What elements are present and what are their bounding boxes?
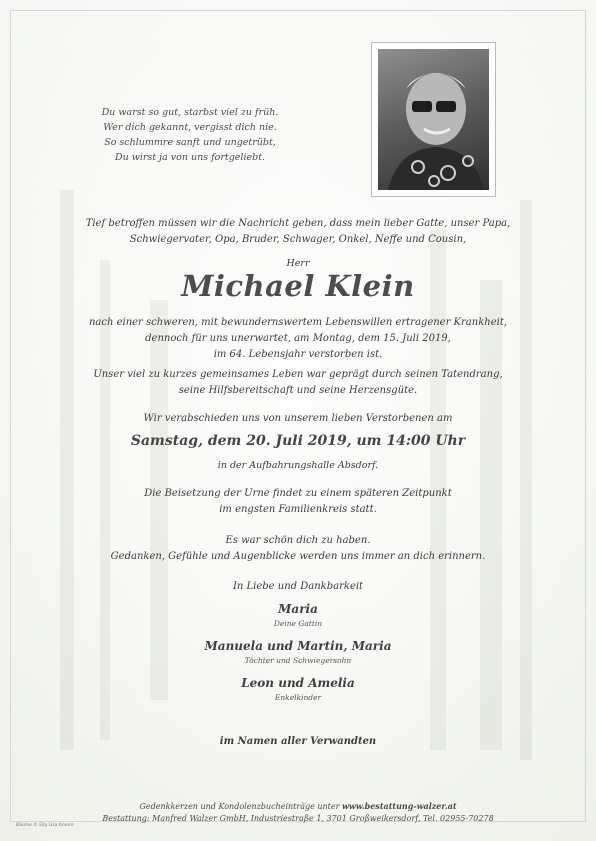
poem-line: Du wirst ja von uns fortgeliebt. bbox=[114, 152, 266, 163]
love-line: In Liebe und Dankbarkeit bbox=[232, 581, 364, 592]
closing-line: Gedanken, Gefühle und Augenblicke werden uns immer an dich erinnern. bbox=[110, 551, 486, 562]
intro-line: Schwiegervater, Opa, Bruder, Schwager, Onkel, Neffe und Cousin, bbox=[129, 234, 467, 245]
mourner-name: Maria bbox=[278, 602, 318, 616]
portrait-photo bbox=[371, 42, 496, 197]
farewell-intro: Wir verabschieden uns von unserem lieben Verstorbenen am bbox=[143, 413, 453, 424]
mourner-relation: Deine Gattin bbox=[273, 619, 323, 628]
urn-line: Die Beisetzung der Urne findet zu einem späteren Zeitpunkt bbox=[144, 488, 452, 499]
death-notice-line: im 64. Lebensjahr verstorben ist. bbox=[213, 349, 383, 360]
website-link[interactable]: www.bestattung-walzer.at bbox=[341, 801, 457, 811]
image-credit: Bäume © Elly Lisa Knorre bbox=[16, 823, 74, 828]
footer-line1-prefix: Gedenkkerzen und Kondolenzbucheinträge unter bbox=[139, 802, 340, 811]
relatives-line: im Namen aller Verwandten bbox=[219, 736, 377, 747]
urn-notice bbox=[40, 486, 556, 518]
poem-line: So schlummre sanft und ungetrübt, bbox=[104, 137, 276, 148]
portrait-figure bbox=[378, 49, 489, 190]
death-notice bbox=[40, 315, 556, 363]
salutation: Herr bbox=[286, 258, 310, 269]
mourner-name: Manuela und Martin, Maria bbox=[204, 639, 392, 653]
death-notice-line: nach einer schweren, mit bewundernswertem Lebenswillen ertragener Krankheit, bbox=[88, 317, 508, 328]
closing bbox=[40, 533, 556, 565]
deceased-name: Michael Klein bbox=[181, 269, 415, 303]
poem-line: Wer dich gekannt, vergisst dich nie. bbox=[103, 122, 277, 133]
portrait-image bbox=[378, 49, 489, 190]
urn-line: im engsten Familienkreis statt. bbox=[219, 504, 377, 515]
footer-line1 bbox=[40, 800, 556, 813]
intro bbox=[40, 216, 556, 248]
tribute-line: Unser viel zu kurzes gemeinsames Leben war geprägt durch seinen Tatendrang, bbox=[93, 369, 503, 380]
tribute-line: seine Hilfsbereitschaft und seine Herzensgüte. bbox=[178, 385, 418, 396]
tribute bbox=[40, 367, 556, 399]
mourner-name: Leon und Amelia bbox=[241, 676, 355, 690]
poem-line: Du warst so gut, starbst viel zu früh. bbox=[101, 107, 279, 118]
footer-line2: Bestattung: Manfred Walzer GmbH, Industriestraße 1, 3701 Großweikersdorf, Tel. 02955-70278 bbox=[102, 814, 494, 823]
footer bbox=[40, 800, 556, 825]
farewell-date: Samstag, dem 20. Juli 2019, um 14:00 Uhr bbox=[130, 433, 466, 449]
mourner-relation: Töchter und Schwiegersohn bbox=[244, 656, 352, 665]
closing-line: Es war schön dich zu haben. bbox=[225, 535, 371, 546]
farewell-place: in der Aufbahrungshalle Absdorf. bbox=[217, 460, 379, 471]
poem bbox=[60, 105, 320, 165]
mourner-relation: Enkelkinder bbox=[274, 693, 322, 702]
intro-line: Tief betroffen müssen wir die Nachricht geben, dass mein lieber Gatte, unser Papa, bbox=[85, 218, 511, 229]
death-notice-line: dennoch für uns unerwartet, am Montag, dem 15. Juli 2019, bbox=[145, 333, 451, 344]
